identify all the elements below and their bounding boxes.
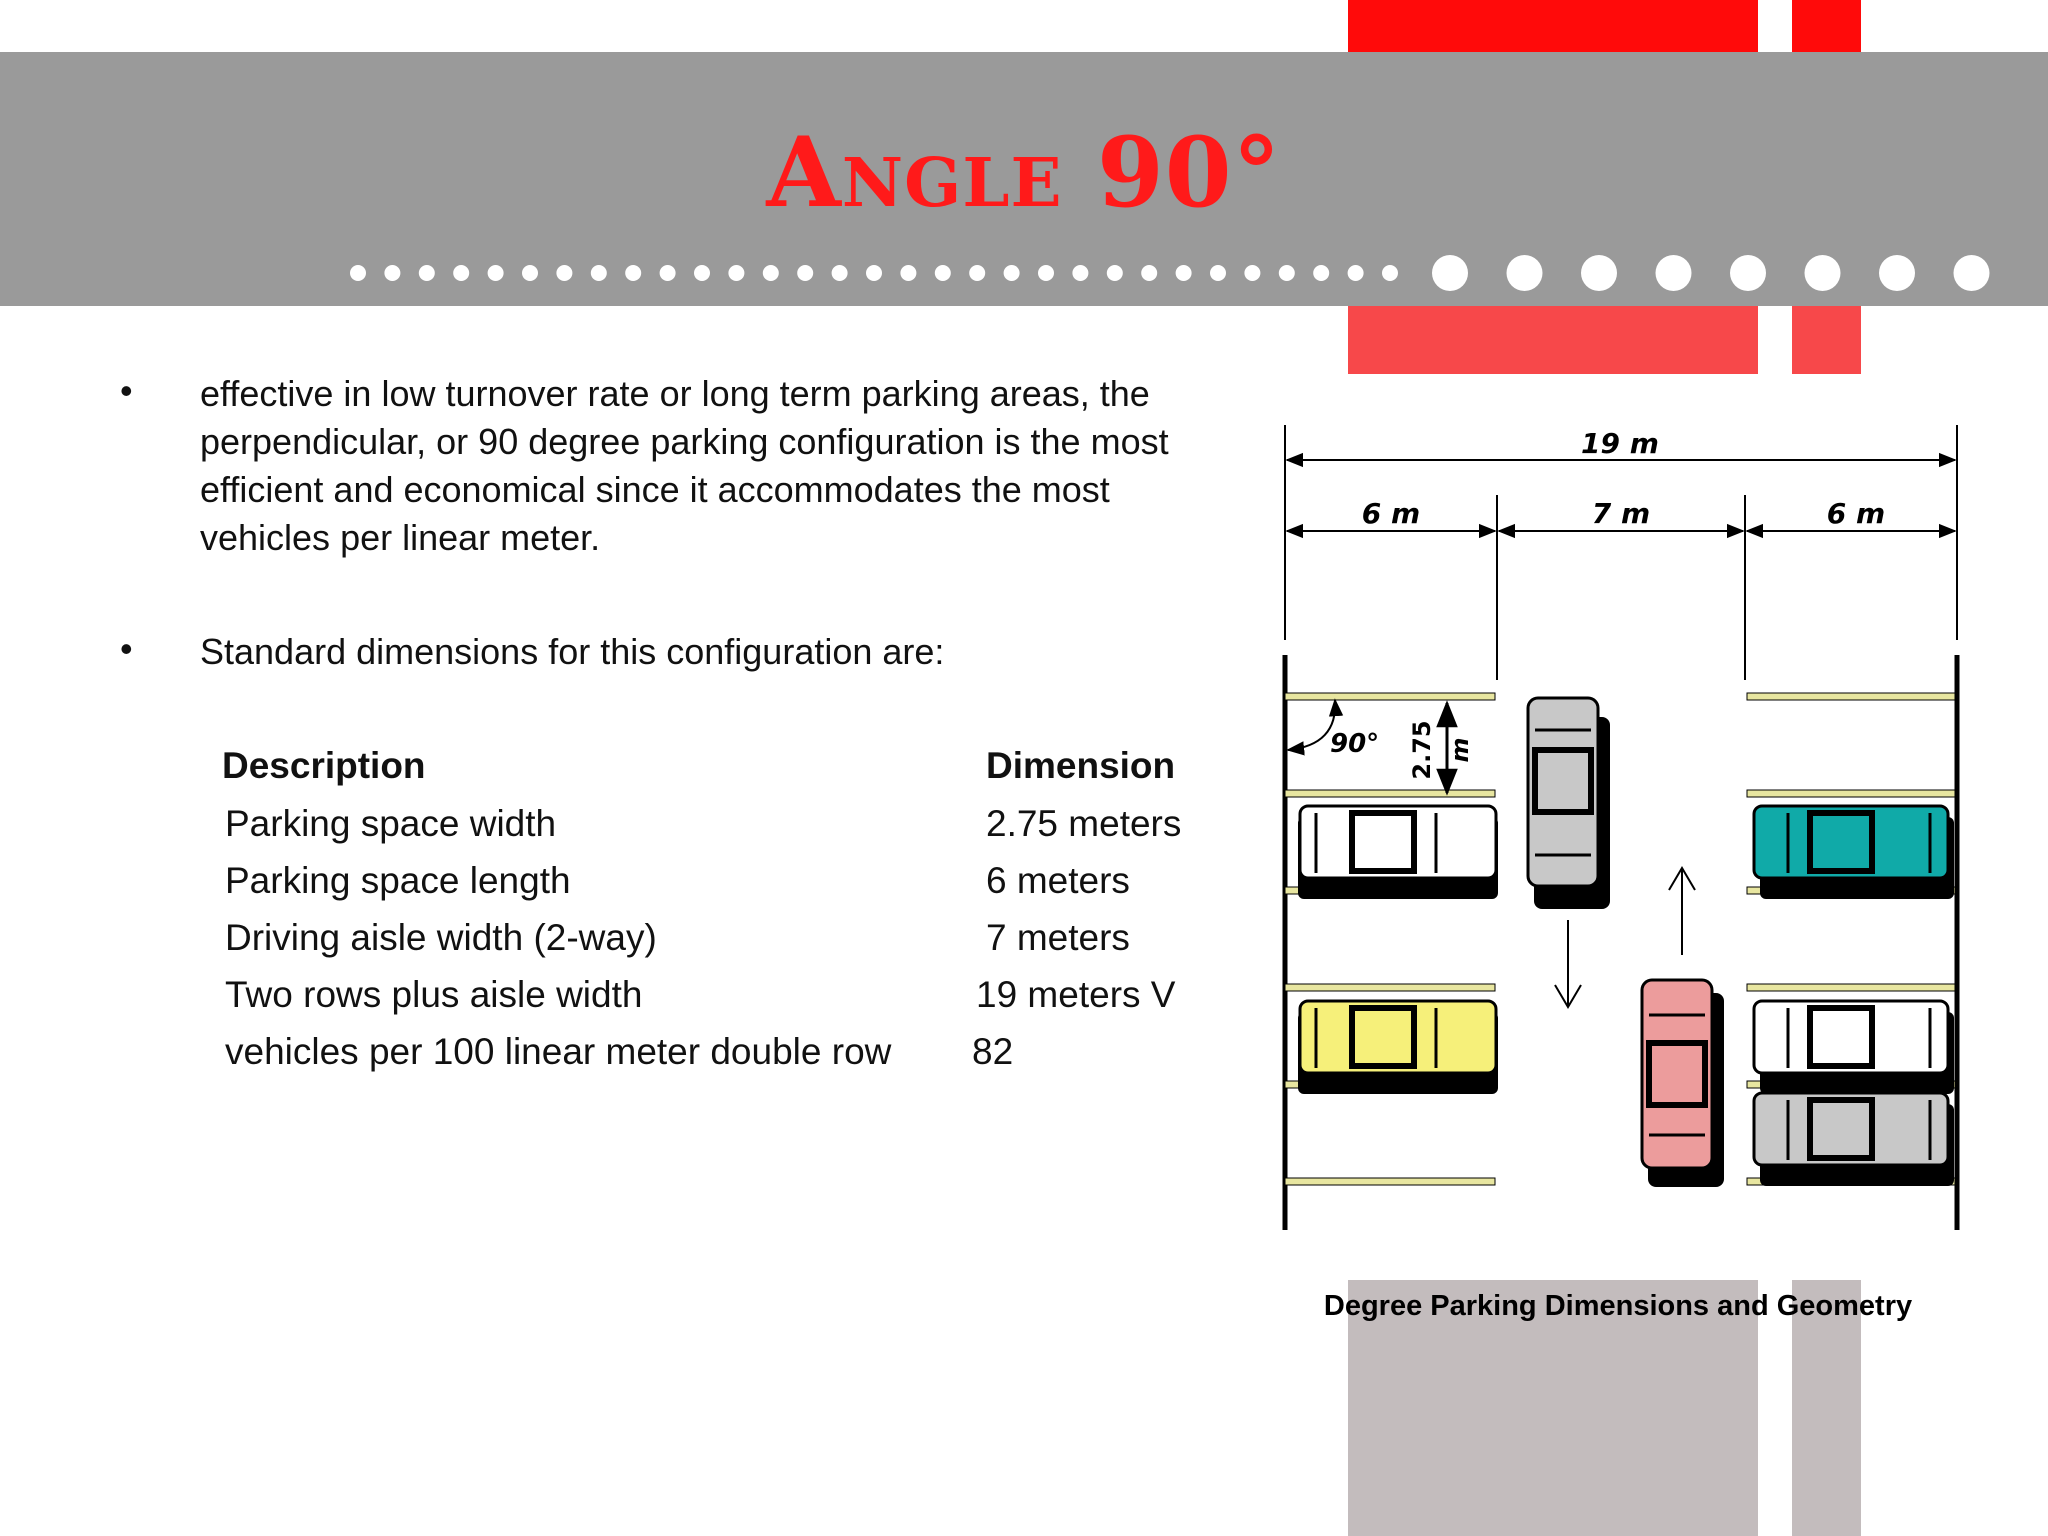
diagram-caption: Degree Parking Dimensions and Geometry (1323, 1290, 1913, 1322)
divider-dot (797, 265, 813, 281)
table-header-dimension: Dimension (986, 745, 1176, 786)
car-grey-right (1754, 1093, 1954, 1186)
divider-dot (1004, 265, 1020, 281)
dot-divider (0, 240, 2048, 300)
divider-dot (453, 265, 469, 281)
table-cell-description: Parking space length (225, 860, 571, 901)
table-cell-dimension: 7 meters (986, 917, 1130, 958)
table-header-description: Description (222, 745, 426, 786)
divider-dot-large (1805, 255, 1841, 291)
car-white-right (1754, 1001, 1954, 1094)
table-cell-description: Two rows plus aisle width (225, 974, 643, 1015)
table-cell-description: vehicles per 100 linear meter double row (225, 1031, 892, 1072)
divider-dot (660, 265, 676, 281)
divider-dot (900, 265, 916, 281)
dimension-label-total: 19 m (1581, 427, 1659, 460)
accent-block (1348, 306, 1758, 374)
stall-width-unit: m (1446, 737, 1474, 763)
divider-dot (591, 265, 607, 281)
divider-dot (728, 265, 744, 281)
accent-block (1792, 306, 1861, 374)
car-teal-right (1754, 806, 1954, 899)
divider-dot (419, 265, 435, 281)
divider-dot (1038, 265, 1054, 281)
divider-dot-large (1879, 255, 1915, 291)
divider-dot (1279, 265, 1295, 281)
divider-dot-large (1656, 255, 1692, 291)
bullet-marker: • (120, 628, 133, 669)
table-cell-dimension: 2.75 meters (986, 803, 1182, 844)
divider-dot-large (1954, 255, 1990, 291)
angle-annotation (1288, 700, 1379, 759)
divider-dot (1313, 265, 1329, 281)
divider-dot (556, 265, 572, 281)
divider-dot-large (1730, 255, 1766, 291)
divider-dot (763, 265, 779, 281)
slide-title: Angle 90° (766, 116, 1282, 229)
divider-dot-large (1581, 255, 1617, 291)
dimension-lines (1285, 425, 1957, 680)
accent-block (1348, 0, 1758, 52)
car-grey-aisle (1528, 698, 1610, 909)
dimension-label-stall-right: 6 m (1826, 497, 1886, 530)
divider-dot-large (1507, 255, 1543, 291)
car-white-left (1298, 806, 1498, 899)
divider-dot (1176, 265, 1192, 281)
divider-dot (625, 265, 641, 281)
divider-dot-large (1432, 255, 1468, 291)
divider-dot (1348, 265, 1364, 281)
divider-dot (1107, 265, 1123, 281)
accent-block (1792, 0, 1861, 52)
dimension-label-stall-left: 6 m (1361, 497, 1421, 530)
parking-diagram (1270, 415, 1970, 1235)
divider-dot (1382, 265, 1398, 281)
table-cell-dimension: 82 (972, 1031, 1014, 1072)
stall-width-label: 2.75 (1408, 720, 1436, 780)
angle-label: 90° (1330, 729, 1380, 759)
bullet-marker: • (120, 370, 133, 411)
car-pink-aisle (1642, 980, 1724, 1187)
table-cell-description: Parking space width (225, 803, 557, 844)
car-yellow-left (1298, 1001, 1498, 1094)
divider-dot (1210, 265, 1226, 281)
divider-dot (350, 265, 366, 281)
bullet-text: effective in low turnover rate or long term parking areas, the perpendicular, or 90 degree parking configuration is the most efficient and economical since it accommodates the most vehicles per linear meter. (200, 373, 1169, 558)
dimension-label-aisle: 7 m (1591, 497, 1651, 530)
divider-dot (866, 265, 882, 281)
table-cell-dimension: 6 meters (986, 860, 1130, 901)
divider-dot (1244, 265, 1260, 281)
divider-dot (1072, 265, 1088, 281)
divider-dot (1141, 265, 1157, 281)
divider-dot (522, 265, 538, 281)
stall-width-annotation (1408, 703, 1474, 793)
table-cell-dimension: 19 meters V (976, 974, 1176, 1015)
bullet-text: Standard dimensions for this configuration are: (200, 631, 945, 672)
divider-dot (969, 265, 985, 281)
divider-dot (694, 265, 710, 281)
divider-dot (935, 265, 951, 281)
table-cell-description: Driving aisle width (2-way) (225, 917, 657, 958)
divider-dot (832, 265, 848, 281)
divider-dot (488, 265, 504, 281)
divider-dot (384, 265, 400, 281)
